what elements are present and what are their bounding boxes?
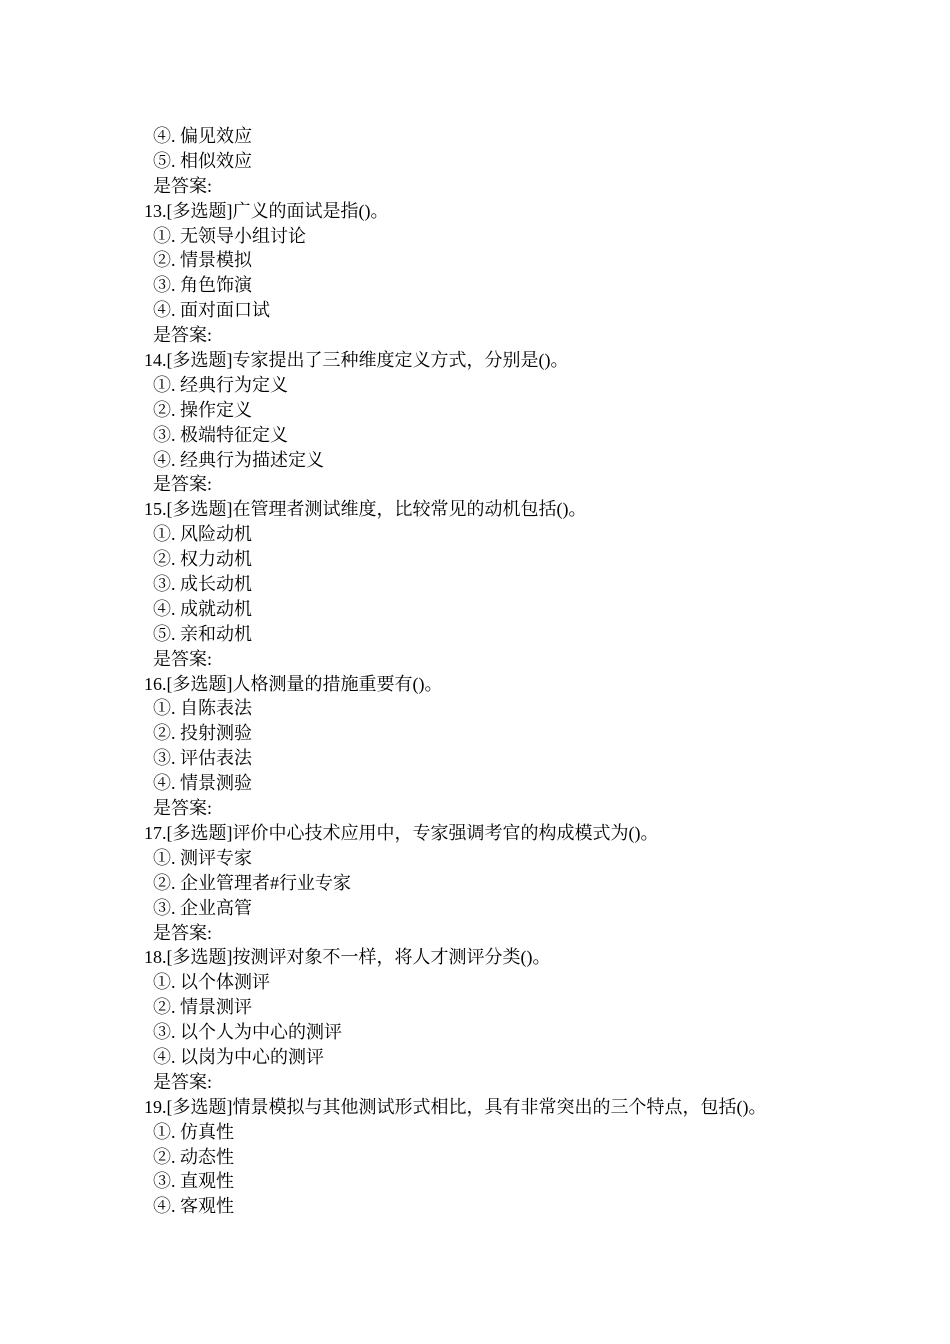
answer-option: ③. 成长动机 [153,574,252,595]
question-stem: 19.[多选题]情景模拟与其他测试形式相比，具有非常突出的三个特点，包括()。 [144,1096,767,1117]
question-stem: 18.[多选题]按测评对象不一样，将人才测评分类()。 [144,947,551,968]
answer-option: ④. 经典行为描述定义 [153,449,324,470]
answer-prompt: 是答案: [153,325,213,346]
answer-prompt: 是答案: [153,175,213,196]
answer-option: ①. 仿真性 [153,1121,234,1142]
answer-option: ⑤. 相似效应 [153,150,252,171]
question-stem: 13.[多选题]广义的面试是指()。 [144,200,389,221]
answer-prompt: 是答案: [153,474,213,495]
answer-prompt: 是答案: [153,922,213,943]
answer-option: ②. 情景模拟 [153,250,252,271]
answer-prompt: 是答案: [153,798,213,819]
answer-option: ①. 以个体测评 [153,972,270,993]
answer-option: ②. 企业管理者#行业专家 [153,872,351,893]
answer-option: ①. 经典行为定义 [153,374,288,395]
question-stem: 17.[多选题]评价中心技术应用中，专家强调考官的构成模式为()。 [144,822,659,843]
answer-option: ①. 无领导小组讨论 [153,225,306,246]
document-page [144,124,864,1219]
answer-option: ④. 以岗为中心的测评 [153,1046,324,1067]
answer-option: ④. 情景测验 [153,773,252,794]
answer-option: ③. 极端特征定义 [153,424,288,445]
answer-option: ⑤. 亲和动机 [153,623,252,644]
answer-option: ②. 情景测评 [153,997,252,1018]
question-stem: 15.[多选题]在管理者测试维度，比较常见的动机包括()。 [144,499,587,520]
answer-option: ③. 角色饰演 [153,275,252,296]
answer-option: ④. 面对面口试 [153,300,270,321]
answer-option: ②. 投射测验 [153,723,252,744]
answer-option: ①. 自陈表法 [153,698,252,719]
answer-option: ③. 直观性 [153,1171,234,1192]
answer-option: ①. 风险动机 [153,524,252,545]
question-stem: 16.[多选题]人格测量的措施重要有()。 [144,673,443,694]
answer-option: ①. 测评专家 [153,847,252,868]
answer-option: ④. 成就动机 [153,598,252,619]
answer-option: ④. 偏见效应 [153,126,252,146]
answer-option: ②. 权力动机 [153,549,252,570]
answer-option: ③. 评估表法 [153,748,252,769]
answer-option: ③. 以个人为中心的测评 [153,1022,342,1043]
question-stem: 14.[多选题]专家提出了三种维度定义方式，分别是()。 [144,350,569,371]
answer-prompt: 是答案: [153,1071,213,1092]
answer-option: ②. 动态性 [153,1146,234,1167]
answer-option: ③. 企业高管 [153,897,252,918]
answer-prompt: 是答案: [153,648,213,669]
answer-option: ④. 客观性 [153,1196,234,1217]
answer-option: ②. 操作定义 [153,399,252,420]
